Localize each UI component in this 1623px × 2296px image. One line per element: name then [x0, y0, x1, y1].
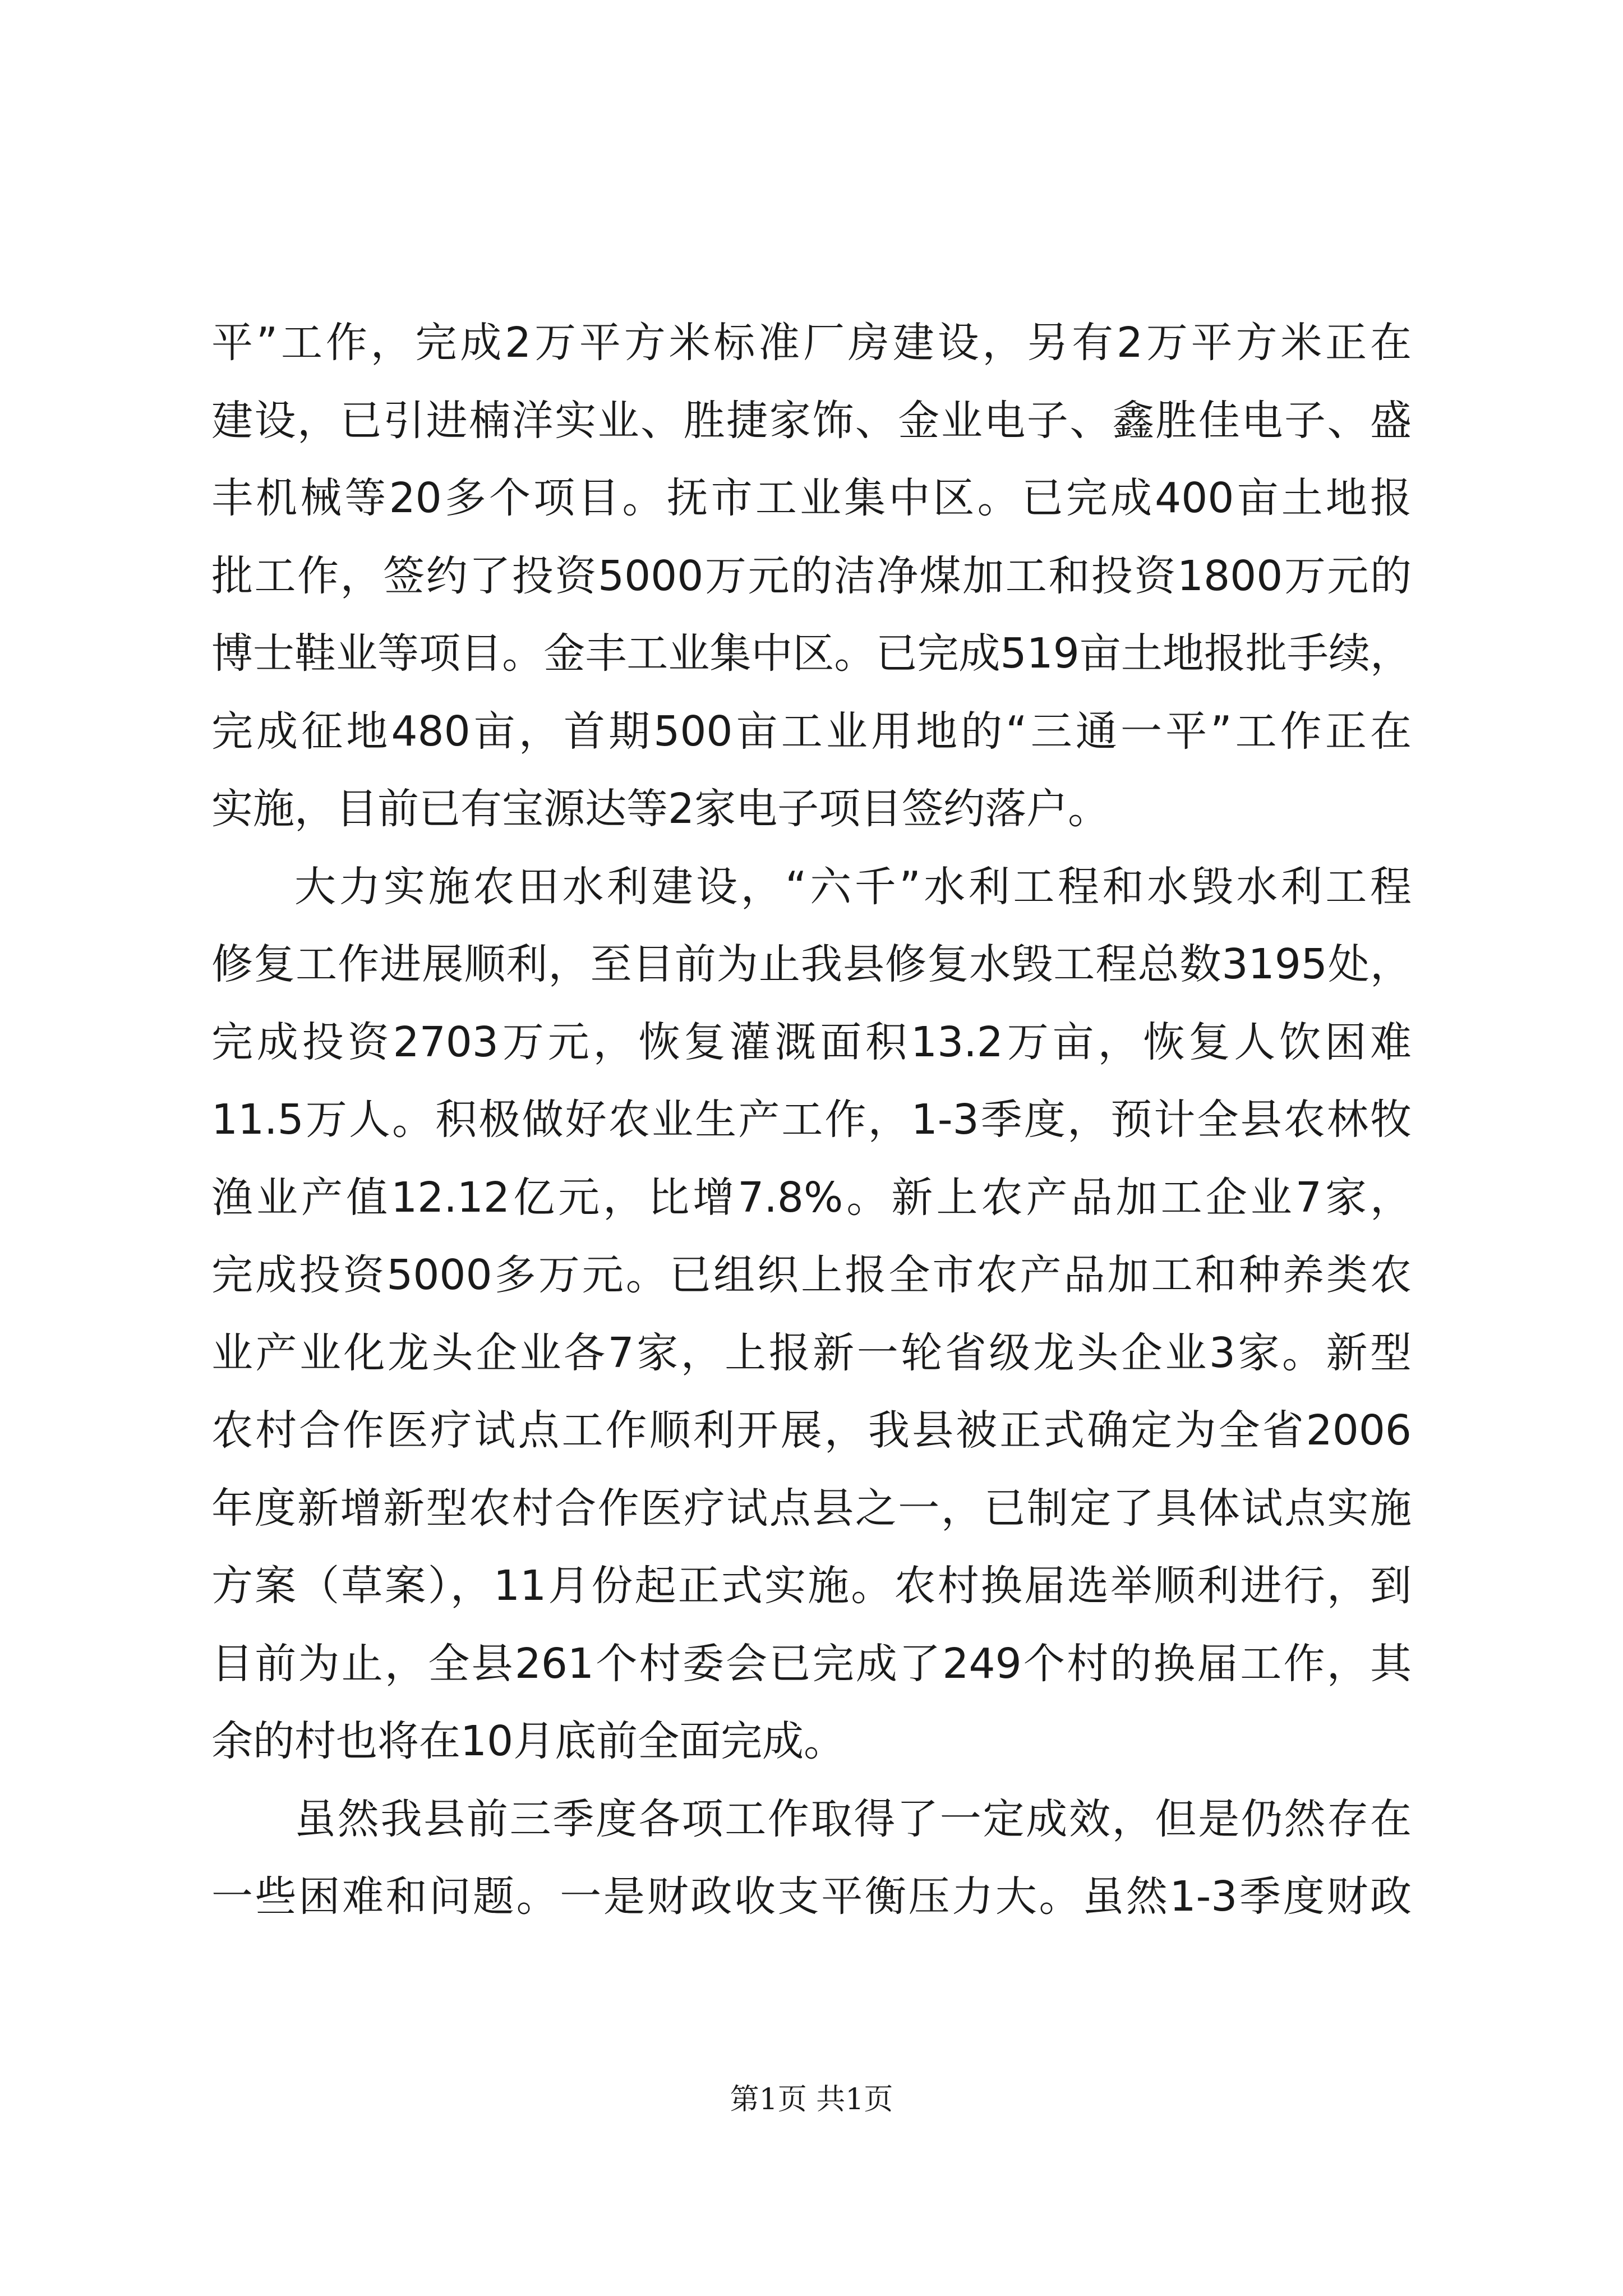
text-line: 年度新增新型农村合作医疗试点县之一，已制定了具体试点实施 — [211, 1484, 1412, 1533]
text-line: 渔业产值12.12亿元，比增7.8%。新上农产品加工企业7家， — [211, 1173, 1412, 1222]
text-line: 丰机械等20多个项目。抚市工业集中区。已完成400亩土地报 — [211, 474, 1412, 522]
text-line: 11.5万人。积极做好农业生产工作，1-3季度，预计全县农林牧 — [211, 1096, 1412, 1144]
page-footer: 第1页 共1页 — [730, 2083, 893, 2116]
body-text — [211, 304, 1412, 1936]
text-line: 虽然我县前三季度各项工作取得了一定成效，但是仍然存在 — [294, 1795, 1412, 1843]
text-line: 实施，目前已有宝源达等2家电子项目签约落户。 — [211, 785, 1110, 833]
text-line: 批工作，签约了投资5000万元的洁净煤加工和投资1800万元的 — [211, 551, 1412, 600]
text-line: 完成征地480亩，首期500亩工业用地的“三通一平”工作正在 — [211, 707, 1412, 756]
text-line: 博士鞋业等项目。金丰工业集中区。已完成519亩土地报批手续， — [211, 629, 1412, 678]
text-line: 余的村也将在10月底前全面完成。 — [211, 1717, 846, 1765]
text-line: 目前为止，全县261个村委会已完成了249个村的换届工作，其 — [211, 1639, 1412, 1688]
text-line: 完成投资5000多万元。已组织上报全市农产品加工和种养类农 — [211, 1251, 1412, 1299]
text-line: 建设，已引进楠洋实业、胜捷家饰、金业电子、鑫胜佳电子、盛 — [211, 396, 1412, 445]
text-line: 大力实施农田水利建设，“六千”水利工程和水毁水利工程 — [294, 862, 1412, 911]
text-line: 农村合作医疗试点工作顺利开展，我县被正式确定为全省2006 — [211, 1406, 1412, 1455]
text-line: 方案（草案），11月份起正式实施。农村换届选举顺利进行，到 — [211, 1562, 1412, 1610]
text-line: 业产业化龙头企业各7家，上报新一轮省级龙头企业3家。新型 — [211, 1328, 1412, 1377]
text-line: 完成投资2703万元，恢复灌溉面积13.2万亩，恢复人饮困难 — [211, 1018, 1412, 1066]
text-line: 修复工作进展顺利，至目前为止我县修复水毁工程总数3195处， — [211, 940, 1412, 988]
text-line: 平”工作，完成2万平方米标准厂房建设，另有2万平方米正在 — [211, 319, 1412, 367]
text-line: 一些困难和问题。一是财政收支平衡压力大。虽然1-3季度财政 — [211, 1872, 1412, 1921]
